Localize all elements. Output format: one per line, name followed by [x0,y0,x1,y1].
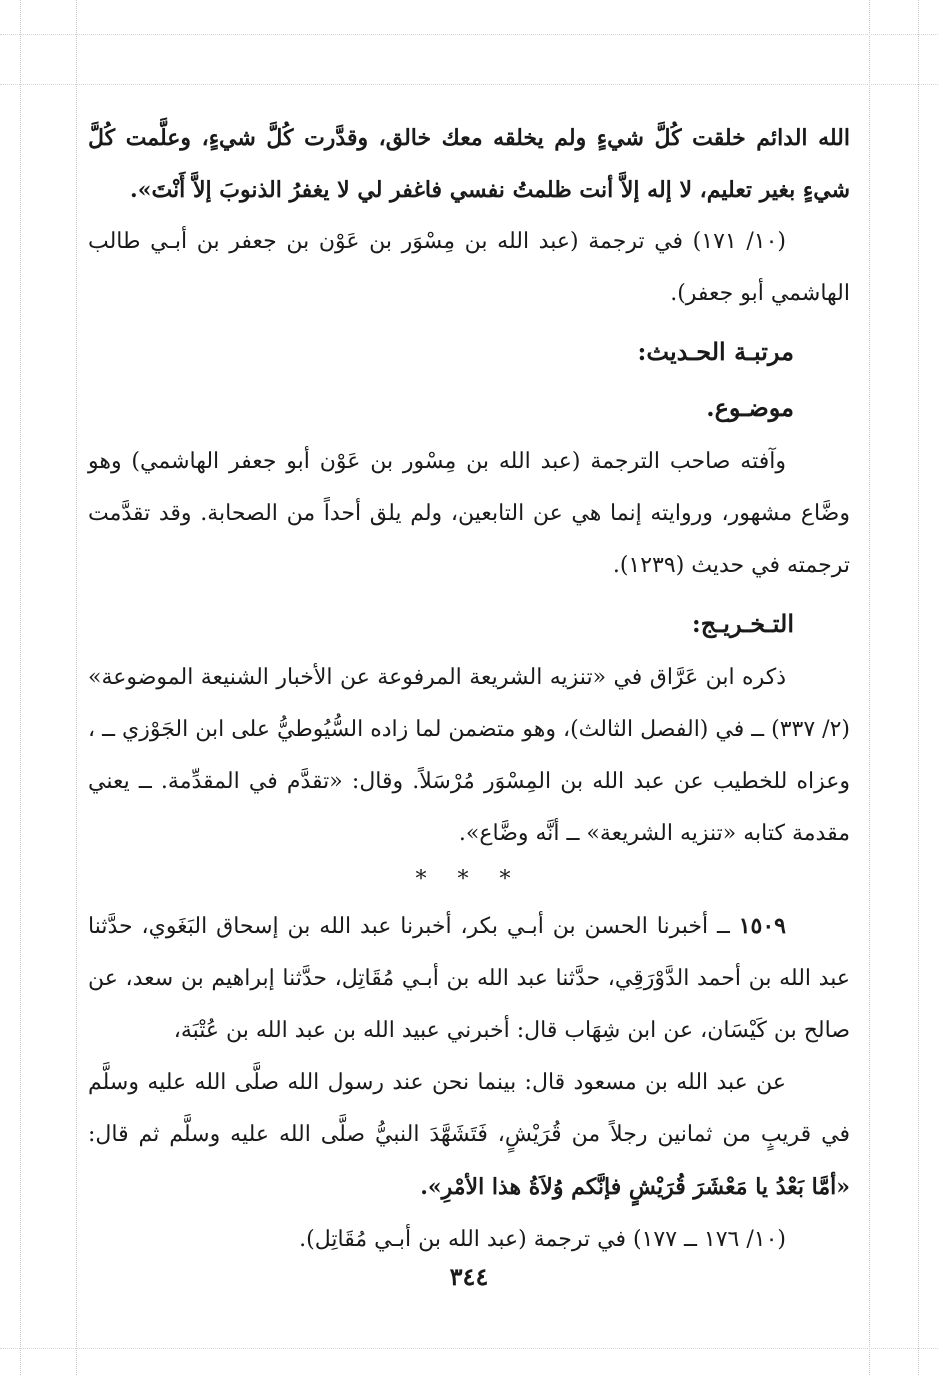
margin-guide [0,34,938,35]
hadith-continuation: الله الدائم خلقت كُلَّ شيءٍ ولم يخلقه معك خالق، وقدَّرت كُلَّ شيءٍ، وعلَّمت كُلَّ شيءٍ بغير تعليم، لا إله إلاَّ أنت ظلمتُ نفسي فاغفر لي لا يغفرُ الذنوبَ إلاَّ أَنْتَ». [88,125,850,203]
margin-guide [76,0,77,1375]
rank-explanation: وآفته صاحب الترجمة (عبد الله بن مِسْور بن عَوْن أبو جعفر الهاشمي) وهو وضَّاع مشهور، وروايته إنما هي عن التابعين، ولم يلق أحداً من الصحابة. وقد تقدَّمت ترجمته في حديث (١٢٣٩). [88,449,850,578]
heading-takhrij: التـخـريـج: [691,609,794,638]
page-number: ٣٤٤ [449,1262,489,1291]
hadith-isnad [88,900,850,1057]
margin-guide [869,0,870,1375]
heading-hadith-rank: مرتبـة الحـديث: [637,337,794,366]
hadith-matn-quote: «أمَّا بَعْدُ يا مَعْشَرَ قُرَيْشٍ فإنَّكم وُلاَةُ هذا الأمْرِ». [420,1174,850,1200]
page-body [88,112,850,1266]
reference-176: (١٠/ ١٧٦ ــ ١٧٧) في ترجمة (عبد الله بن أبـي مُقَاتِل). [299,1227,786,1252]
hadith-isnad-text: ــ أخبرنا الحسن بن أبـي بكر، أخبرنا عبد الله بن إسحاق البَغَوي، حدَّثنا عبد الله بن أحمد الدَّوْرَقِي، حدَّثنا عبد الله بن أبـي مُقَاتِل، حدَّثنا إبراهيم بن سعد، عن صالح بن كَيْسَان، عن ابن شِهَاب قال: أخبرني عبيد الله بن عبد الله بن عُتْبَة، [88,914,850,1043]
takhrij-text: ذكره ابن عَرَّاق في «تنزيه الشريعة المرفوعة عن الأخبار الشنيعة الموضوعة» (٢/ ٣٣٧) ــ في (الفصل الثالث)، وهو متضمن لما زاده السُّيُوطيُّ على ابن الجَوْزي ــ ، وعزاه للخطيب عن عبد الله بن المِسْوَر مُرْسَلاً. وقال: «تقدَّم في المقدِّمة. ــ يعني مقدمة كتابه «تنزيه الشريعة» ــ أنَّه وضَّاع». [88,665,851,846]
reference-171: (١٠/ ١٧١) في ترجمة (عبد الله بن مِسْوَر بن عَوْن بن جعفر بن أبـي طالب الهاشمي أبو جعفر). [88,229,850,306]
rank-value: موضـوع. [706,393,794,422]
hadith-matn-intro: عن عبد الله بن مسعود قال: بينما نحن عند رسول الله صلَّى الله عليه وسلَّم في قريبٍ من ثمانين رجلاً من قُرَيْشٍ، فَتَشَهَّدَ النبيُّ صلَّى الله عليه وسلَّم ثم قال: [88,1070,850,1147]
section-separator: * * * [415,867,523,892]
margin-guide [20,0,21,1375]
margin-guide [918,0,919,1375]
margin-guide [0,84,938,85]
hadith-number: ١٥٠٩ [738,913,786,939]
hadith-matn [88,1057,850,1214]
margin-guide [0,1348,938,1349]
